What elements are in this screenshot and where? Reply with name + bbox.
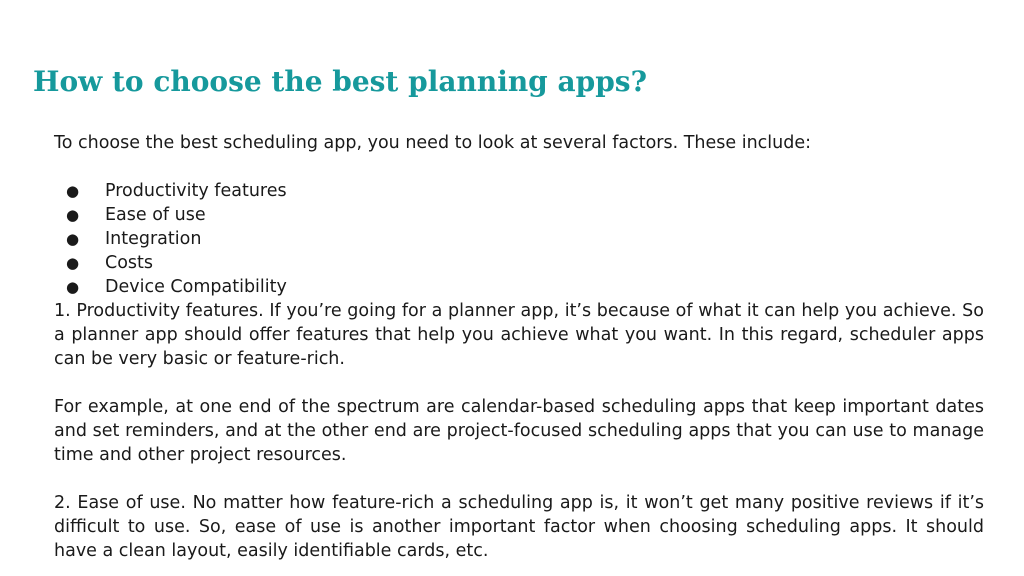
factor-label: Ease of use	[105, 205, 206, 225]
paragraph-ease-of-use: 2. Ease of use. No matter how feature-rich a scheduling app is, it won’t get many positive reviews if it’s difficult to use. So, ease of use is another important factor when choosing scheduling apps. It should have a clean layout, easily identifiable cards, etc.	[54, 493, 984, 561]
bullet-dot-icon: ●	[66, 254, 80, 272]
paragraph-productivity: 1. Productivity features. If you’re going for a planner app, it’s because of what it can help you achieve. So a planner app should offer features that help you achieve what you want. In this regard, scheduler apps can be very basic or feature-rich.	[54, 301, 984, 369]
factor-label: Integration	[105, 229, 202, 249]
paragraph-gap	[54, 371, 984, 395]
factor-label: Device Compatibility	[105, 277, 287, 297]
factor-label: Productivity features	[105, 181, 287, 201]
factor-label: Costs	[105, 253, 154, 273]
intro-text: To choose the best scheduling app, you need to look at several factors. These include:	[54, 133, 812, 153]
paragraph-gap	[54, 467, 984, 491]
bullet-dot-icon: ●	[66, 206, 80, 224]
paragraph-example: For example, at one end of the spectrum are calendar-based scheduling apps that keep important dates and set reminders, and at the other end are project-focused scheduling apps that you can use to manage time and other project resources.	[54, 397, 984, 465]
bullet-dot-icon: ●	[66, 182, 80, 200]
list-item	[54, 275, 984, 299]
bullet-dot-icon: ●	[66, 278, 80, 296]
list-item	[54, 203, 984, 227]
factor-list	[54, 179, 984, 299]
bullet-dot-icon: ●	[66, 230, 80, 248]
slide-body	[54, 131, 984, 563]
list-item	[54, 179, 984, 203]
list-item	[54, 251, 984, 275]
list-item	[54, 227, 984, 251]
page-title: How to choose the best planning apps?	[33, 65, 647, 98]
